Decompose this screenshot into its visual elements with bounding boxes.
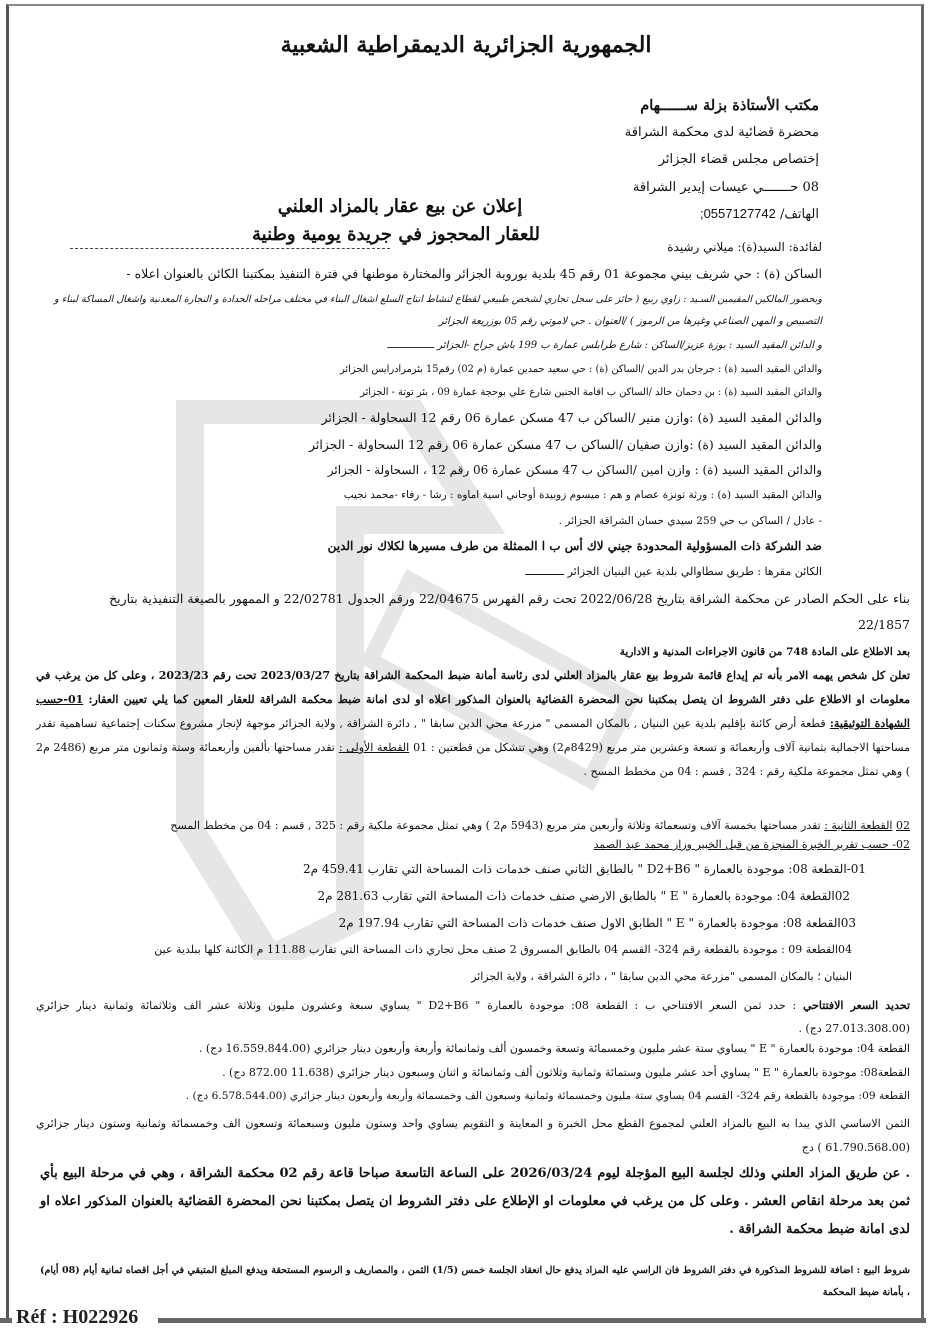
phone-label: الهاتف/ — [780, 207, 819, 222]
creditor-1: و الدائن المقيد السيد : بوزة عزيز/الساكن : شارع طرابلس عمارة ب 199 باش جراح -الجزائر ــــــــــــــــ — [387, 340, 822, 351]
base-price: الثمن الاساسي الذي يبدا به البيع بالمزاد العلني لمجموع القطع محل الخبرة و المعاينة و التقويم يساوي واحد وستون مليون وسبعمائة وتسعون الف وخمسمائة وثمانية وستون دينار جزائري (61.790.568.00 ) دج — [36, 1117, 910, 1154]
owner-attendance-1: وبحضور المالكين المقيمين السـيد : زاوي ربيع ( حائز على سجل تجاري لشخص طبيعي لقطاع لنشاط انتاج السلع اشغال البناء في مختلف مراحله الحدادة و النجارة المعدنية واشغال المساكة لبناء و — [54, 294, 822, 305]
plot2-label: القطعة الثانية : — [824, 819, 893, 832]
plot1-label: القطعة الأولى : — [338, 741, 410, 754]
sale-conditions: شروط البيع : اضافة للشروط المذكورة في دفتر الشروط فان الراسي عليه المزاد يدفع حال انعقاد الجلسة خمس (1/5) الثمن ، والمصاريف و الرسوم المستحقة ويدفع المبلغ المتبقي في أجل اقصاه ثمانية أيام (08 أيام) ، بأمانة ضبط المحكمة — [40, 1265, 910, 1298]
creditor-4: والدائن المقيد السيد (ة) :وازن منير /الساكن ب 47 مسكن عمارة 06 رقم 12 السحاولة - الجزائر — [321, 410, 822, 425]
expertise-line: 02- حسب تقرير الخبرة المنجزة من قبل الخبير وزاز محمد عبد الصمد — [593, 838, 910, 851]
lot-item-4: 04القطعة 09 : موجودة بالقطعة رقم 324- القسم 04 بالطابق المسروق 2 صنف محل تجاري ذات المساحة التي تقارب 111.88 م الكائنة كلها ببلدية عين — [154, 943, 852, 956]
divider — [70, 248, 390, 249]
phone-number: 0557127742; — [699, 206, 776, 221]
creditor-3: والدائن المقيد السيد (ة) : بن دحمان خالد /الساكن ب اقامة الجنين شارع علي بوحجة عمارة 09 ، بئر توتة - الجزائر — [360, 387, 822, 398]
creditor-8: - عادل / الساكن ب حي 259 سيدي حسان الشراقة الجزائر . — [558, 515, 822, 527]
cert-prefix: 01-حسب — [36, 693, 84, 706]
lot-item-3: 03القطعة 08: موجودة بالعمارة " E " الطابق الاول صنف خدمات ذات المساحة التي تقارب 197.94 م2 — [338, 916, 856, 930]
office-phone-row — [700, 206, 819, 222]
cert-label: الشهادة التوثيقية: — [829, 717, 910, 730]
legal-article: بعد الاطلاع على المادة 748 من قانون الاجراءات المدنية و الادارية — [619, 646, 910, 658]
sale-session: . عن طريق المزاد العلني وذلك لجلسة البيع المؤجلة ليوم 2026/03/24 على الساعة التاسعة صباحا قاعة رقم 02 محكمة الشراقة ، وهي في مرحلة البيع بأي ثمن بعد مرحلة انقاص العشر . وعلى كل من يرغب في معلومات او الإطلاع على دفتر الشروط ان يتصل بمكتبنا نحن المحضرة القضائية بالعنوان المذكور اعلاه او لدى امانة ضبط محكمة الشراقة . — [40, 1166, 910, 1237]
lot-item-2: 02القطعة 04: موجودة بالعمارة " E " بالطابق الارضي صنف خدمات ذات المساحة التي تقارب 281.63 م2 — [317, 889, 850, 903]
plot1-text: تقدر مساحتها بألفين وأربعمائة وستة وثمانون متر مربع (2486 م2 ) وهي تمثل مجموعة ملكية رقم : 324 , قسم : 04 من مخطط المسح . — [36, 741, 910, 778]
price-lot08: القطعة08: موجودة بالعمارة " E " يساوي أحد عشر مليون وستمائة وثمانية وثلاثون ألف وثمانمائة و اثنان وسبعون دينار جزائري (11.638 872.00 دج) . — [222, 1066, 910, 1079]
opening-price-paragraph — [36, 994, 910, 1040]
footer-rule — [158, 1318, 926, 1323]
plot2-text: تقدر مساحتها بخمسة آلاف وتسعمائة وثلاثة وأربعين متر مربع (5943 م2 ) وهي تمثل مجموعة ملكية رقم : 325 , قسم : 04 من مخطط المسح — [170, 819, 821, 832]
creditor-6: والدائن المقيد السيد (ة) : وازن امين /الساكن ب 47 مسكن عمارة 06 رقم 12 ، السحاولة - الجزائر — [327, 463, 822, 477]
office-jurisdiction: إختصاص مجلس قضاء الجزائر — [658, 152, 819, 167]
plot2-prefix: 02 — [896, 819, 910, 832]
cert-text: قطعة أرض كائنة بإقليم بلدية عين البنيان , بالمكان المسمى " مزرعة محي الدين سابقا " , دائرة الشراقة , ولاية الجزائر موجهة لإنجاز مشروع سكنات إجتماعية تساهمية تقدر مساحتها الاجمالية بثمانية آلاف وأربعمائة و تسعة وعشرين متر مربع (8429م2) وهي تتشكل من قطعتين : 01 — [36, 717, 910, 754]
notice-text: تعلن كل شخص يهمه الامر بأنه تم إيداع قائمة شروط بيع عقار بالمزاد العلني لدى رئاسة أمانة ضبط المحكمة الشراقة بتاريخ 2023/03/27 تحت رقم 2023/23 ، وعلى كل من يرغب في معلومات او الاطلاع على دفتر الشروط ان يتصل بمكتبنا نحن المحضرة القضائية بالعنوان المذكور اعلاه او لدى امانة ضبط محكمة الشراقة للعقار المعين كما يلي تعيين العقار: — [36, 669, 911, 706]
reference-code: Réf : H022926 — [12, 1306, 142, 1329]
price-lot04: القطعة 04: موجودة بالعمارة " E " يساوي ستة عشر مليون وخمسمائة وتسعة وخمسون ألف وثمانمائة وأربعة وأربعون دينار جزائري (16.559.844.00 دج) . — [198, 1042, 910, 1055]
republic-title: الجمهورية الجزائرية الديمقراطية الشعبية — [280, 32, 652, 58]
creditor-7: والدائن المقيد السيد (ة) : ورثة تونزة عصام و هم : ميسوم زوبيدة أوجاني اسية اماوه : رشا - رفاء -محمد نجيب — [343, 489, 822, 501]
office-role: محضرة قضائية لدى محكمة الشراقة — [624, 125, 819, 140]
office-name: مكتب الأستاذة بزلة ســــــهام — [640, 97, 819, 114]
beneficiary: لفائدة: السيد(ة): ميلاني رشيدة — [667, 240, 822, 254]
judgment-text: بناء على الحكم الصادر عن محكمة الشراقة بتاريخ 2022/06/28 تحت رقم الفهرس 22/04675 ورقم الجدول 22/02781 و الممهور بالصيغة التنفيذية بتاريخ — [109, 591, 910, 606]
owner-attendance-2: التصبيص و المهن الصناعي وغيرها من الرموز ) /العنوان . حي لاموتي رقم 05 بوزريعة الجزائر — [438, 316, 822, 327]
announcement-line1: إعلان عن بيع عقار بالمزاد العلني — [277, 196, 523, 217]
lot-item-1: 01-القطعة 08: موجودة بالعمارة " D2+B6 " بالطابق الثاني صنف خدمات ذات المساحة التي تقارب 459.41 م2 — [302, 862, 866, 876]
lot-item-5: البنيان ؛ بالمكان المسمى "مزرعة محي الدين سابقا " ، دائرة الشراقة ، ولاية الجزائر — [471, 970, 852, 983]
filing-notice — [36, 664, 910, 784]
creditor-5: والدائن المقيد السيد (ة) :وازن صفيان /الساكن ب 47 مسكن عمارة 06 رقم 12 السحاولة - الجزائر — [308, 437, 822, 452]
pricing-intro: : حدد ثمن السعر الافتتاحي ب : القطعة 08: موجودة بالعمارة " D2+B6 " يساوي سبعة وعشرون مليون وثلاثة عشر الف وثلاثمائة وثمانية دينار جزائري (27.013.308.00 دج) . — [36, 999, 910, 1035]
beneficiary-residence: الساكن (ة) : حي شريف بيني مجموعة 01 رقم 45 بلدية بوروبة الجزائر والمختارة موطنها في فترة التنفيذ بمكتبنا الكائن بالعنوان اعلاه - — [126, 266, 822, 281]
price-lot09: القطعة 09: موجودة بالقطعة رقم 324- القسم 04 يساوي ستة مليون وخمسمائة وثمانية وسبعون الف وخمسمائة وأربعة وأربعون دينار جزائري (6.578.544.00 دج) . — [185, 1090, 910, 1102]
announcement-line2: للعقار المحجوز في جريدة يومية وطنية — [252, 224, 540, 245]
plot2-paragraph — [36, 814, 910, 838]
against-company: ضد الشركة ذات المسؤولية المحدودة جيني لاك أس ب ا الممثلة من طرف مسيرها لكلاك نور الدين — [327, 539, 822, 553]
creditor-2: والدائن المقيد السيد (ة) : جرجان بدر الدين /الساكن (ة) : حي سعيد حمدين عمارة (م 02) رقم15 بئرمرادرايس الجزائر — [339, 364, 822, 375]
judgment-ref: 22/1857 — [858, 617, 910, 632]
pricing-label: تحديد السعر الافتتاحي — [802, 999, 911, 1012]
company-seat: الكائن مقرها : طريق سطاوالي بلدية عين البنيان الجزائر ــــــــــــ — [525, 565, 822, 578]
office-address: 08 حـــــــي عيسات إيدير الشراقة — [632, 180, 819, 195]
